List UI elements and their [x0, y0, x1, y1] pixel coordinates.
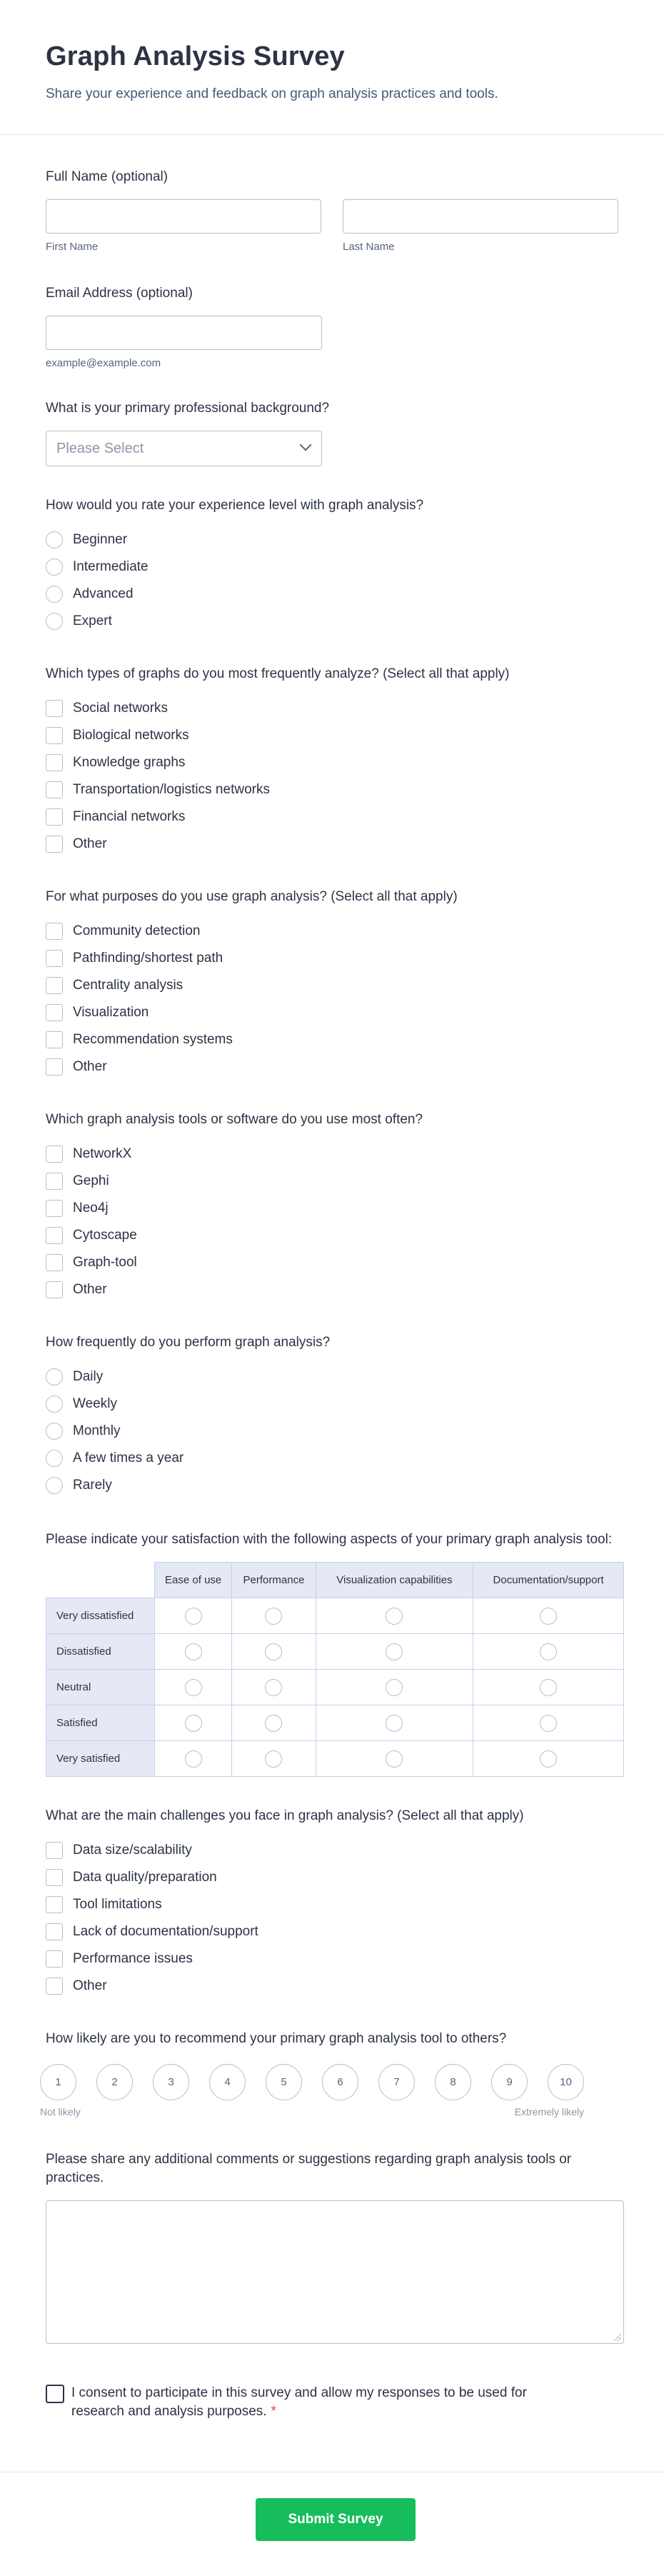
scale-option[interactable]: 7	[378, 2064, 415, 2100]
option-label: Biological networks	[73, 728, 189, 743]
option-label: Weekly	[73, 1396, 117, 1411]
option-label: NetworkX	[73, 1146, 132, 1161]
consent-checkbox[interactable]	[46, 2385, 64, 2403]
matrix-radio[interactable]	[185, 1679, 202, 1696]
scale-option[interactable]: 8	[435, 2064, 471, 2100]
matrix-radio[interactable]	[540, 1715, 557, 1732]
chevron-down-icon	[300, 439, 312, 451]
email-input[interactable]	[46, 316, 322, 350]
background-select[interactable]	[46, 431, 322, 466]
option-label: Recommendation systems	[73, 1032, 233, 1047]
matrix-radio[interactable]	[265, 1679, 282, 1696]
challenge-option[interactable]	[46, 1945, 618, 1973]
checkbox[interactable]	[46, 1842, 63, 1859]
recommend-question	[40, 2030, 618, 2118]
scale-labels	[40, 2106, 584, 2118]
recommend-label: How likely are you to recommend your primary graph analysis tool to others?	[46, 2031, 507, 2046]
experience-label: How would you rate your experience level with graph analysis?	[46, 498, 424, 513]
experience-question	[46, 496, 618, 635]
challenge-option[interactable]	[46, 1891, 618, 1918]
frequency-question	[46, 1333, 618, 1499]
checkbox[interactable]	[46, 1200, 63, 1217]
satisfaction-matrix	[46, 1562, 624, 1777]
matrix-radio[interactable]	[185, 1643, 202, 1660]
matrix-row-header: Dissatisfied	[46, 1634, 155, 1670]
radio-button[interactable]	[46, 558, 63, 576]
graph-type-option[interactable]	[46, 776, 618, 803]
submit-button[interactable]: Submit Survey	[256, 2498, 416, 2541]
option-label: A few times a year	[73, 1450, 184, 1465]
purpose-option[interactable]	[46, 945, 618, 972]
required-asterisk: *	[271, 2404, 276, 2419]
option-label: Monthly	[73, 1423, 121, 1438]
frequency-option[interactable]	[46, 1390, 618, 1418]
matrix-radio[interactable]	[185, 1715, 202, 1732]
background-select-placeholder: Please Select	[56, 441, 144, 456]
option-label: Gephi	[73, 1173, 109, 1188]
graph-type-option[interactable]	[46, 831, 618, 858]
frequency-option[interactable]	[46, 1445, 618, 1472]
first-name-sublabel: First Name	[46, 241, 99, 253]
checkbox[interactable]	[46, 1978, 63, 1995]
option-label: Daily	[73, 1369, 104, 1384]
radio-button[interactable]	[46, 1395, 63, 1413]
radio-button[interactable]	[46, 1477, 63, 1494]
radio-button[interactable]	[46, 1450, 63, 1467]
matrix-radio[interactable]	[540, 1679, 557, 1696]
graph-types-question	[46, 665, 618, 858]
matrix-radio[interactable]	[540, 1750, 557, 1768]
checkbox[interactable]	[46, 1869, 63, 1886]
option-label: Social networks	[73, 701, 168, 716]
background-label: What is your primary professional background?	[46, 401, 330, 416]
tool-option[interactable]	[46, 1222, 618, 1249]
challenge-option[interactable]	[46, 1973, 618, 2000]
option-label: Financial networks	[73, 809, 186, 824]
radio-button[interactable]	[46, 1368, 63, 1385]
checkbox[interactable]	[46, 700, 63, 717]
last-name-sublabel: Last Name	[343, 241, 395, 253]
checkbox[interactable]	[46, 781, 63, 798]
last-name-input[interactable]	[343, 199, 618, 234]
option-label: Performance issues	[73, 1951, 193, 1966]
purposes-question	[46, 888, 618, 1081]
matrix-row	[46, 1598, 624, 1634]
matrix-radio[interactable]	[265, 1715, 282, 1732]
full-name-label: Full Name (optional)	[46, 169, 168, 184]
tool-option[interactable]	[46, 1249, 618, 1276]
tool-option[interactable]	[46, 1195, 618, 1222]
radio-button[interactable]	[46, 613, 63, 630]
consent-row[interactable]	[46, 2384, 538, 2421]
option-label: Pathfinding/shortest path	[73, 951, 223, 966]
form-body	[0, 168, 664, 2421]
scale-option[interactable]: 10	[548, 2064, 584, 2100]
challenge-option[interactable]	[46, 1864, 618, 1891]
form-title: Graph Analysis Survey	[46, 41, 345, 71]
scale-high-label: Extremely likely	[514, 2106, 584, 2118]
graph-types-label: Which types of graphs do you most frequently analyze? (Select all that apply)	[46, 666, 510, 681]
matrix-radio[interactable]	[185, 1750, 202, 1768]
purpose-option[interactable]	[46, 1026, 618, 1053]
frequency-label: How frequently do you perform graph analysis?	[46, 1335, 331, 1350]
comments-label: Please share any additional comments or suggestions regarding graph analysis tools or practices.	[46, 2152, 572, 2185]
option-label: Other	[73, 1978, 107, 1993]
graph-type-option[interactable]	[46, 749, 618, 776]
consent-question	[46, 2384, 618, 2421]
matrix-row	[46, 1741, 624, 1777]
matrix-radio[interactable]	[386, 1608, 403, 1625]
matrix-corner	[46, 1563, 155, 1598]
frequency-option[interactable]	[46, 1363, 618, 1390]
recommend-scale	[40, 2064, 618, 2100]
matrix-radio[interactable]	[386, 1750, 403, 1768]
tool-option[interactable]	[46, 1141, 618, 1168]
checkbox[interactable]	[46, 754, 63, 771]
checkbox[interactable]	[46, 1281, 63, 1298]
consent-text-wrap	[71, 2384, 538, 2421]
checkbox[interactable]	[46, 1896, 63, 1913]
option-label: Transportation/logistics networks	[73, 782, 270, 797]
satisfaction-question	[46, 1530, 618, 1777]
radio-button[interactable]	[46, 586, 63, 603]
option-label: Advanced	[73, 586, 134, 601]
matrix-radio[interactable]	[540, 1643, 557, 1660]
checkbox[interactable]	[46, 1004, 63, 1021]
matrix-row-header: Very satisfied	[46, 1741, 155, 1777]
satisfaction-label: Please indicate your satisfaction with the following aspects of your primary graph analysis tool:	[46, 1532, 613, 1547]
matrix-column-header: Ease of use	[155, 1563, 232, 1598]
experience-option[interactable]	[46, 526, 618, 553]
option-label: Cytoscape	[73, 1228, 137, 1243]
option-label: Lack of documentation/support	[73, 1924, 258, 1939]
option-label: Neo4j	[73, 1201, 109, 1216]
matrix-radio[interactable]	[386, 1679, 403, 1696]
scale-option[interactable]: 6	[322, 2064, 358, 2100]
purposes-label: For what purposes do you use graph analysis? (Select all that apply)	[46, 889, 458, 904]
option-label: Data size/scalability	[73, 1843, 192, 1858]
tools-label: Which graph analysis tools or software do you use most often?	[46, 1112, 423, 1127]
challenge-option[interactable]	[46, 1918, 618, 1945]
matrix-column-header: Documentation/support	[473, 1563, 624, 1598]
scale-option[interactable]: 1	[40, 2064, 76, 2100]
matrix-row	[46, 1634, 624, 1670]
email-sublabel: example@example.com	[46, 357, 161, 369]
graph-type-option[interactable]	[46, 722, 618, 749]
checkbox[interactable]	[46, 1058, 63, 1076]
checkbox[interactable]	[46, 1254, 63, 1271]
experience-options	[46, 526, 618, 635]
comments-question	[46, 2150, 618, 2344]
matrix-row-header: Neutral	[46, 1670, 155, 1705]
checkbox[interactable]	[46, 923, 63, 940]
form-header	[0, 0, 664, 135]
option-label: Other	[73, 1282, 107, 1297]
option-label: Visualization	[73, 1005, 149, 1020]
form-subtitle: Share your experience and feedback on graph analysis practices and tools.	[46, 86, 498, 101]
option-label: Rarely	[73, 1478, 112, 1493]
checkbox[interactable]	[46, 1227, 63, 1244]
email-label: Email Address (optional)	[46, 286, 193, 301]
purpose-option[interactable]	[46, 999, 618, 1026]
matrix-radio[interactable]	[386, 1643, 403, 1660]
consent-text: I consent to participate in this survey and allow my responses to be used for research and analysis purposes.	[71, 2385, 527, 2419]
option-label: Data quality/preparation	[73, 1870, 217, 1885]
checkbox[interactable]	[46, 836, 63, 853]
scale-option[interactable]: 2	[96, 2064, 133, 2100]
option-label: Intermediate	[73, 559, 149, 574]
matrix-row	[46, 1705, 624, 1741]
background-question	[46, 399, 618, 466]
checkbox[interactable]	[46, 1031, 63, 1048]
experience-option[interactable]	[46, 581, 618, 608]
challenges-label: What are the main challenges you face in graph analysis? (Select all that apply)	[46, 1808, 524, 1823]
option-label: Other	[73, 1059, 107, 1074]
radio-button[interactable]	[46, 531, 63, 548]
email-question	[46, 284, 618, 369]
option-label: Knowledge graphs	[73, 755, 186, 770]
scale-option[interactable]: 5	[266, 2064, 302, 2100]
purpose-option[interactable]	[46, 1053, 618, 1081]
matrix-radio[interactable]	[265, 1643, 282, 1660]
checkbox[interactable]	[46, 950, 63, 967]
option-label: Expert	[73, 613, 112, 628]
tool-option[interactable]	[46, 1168, 618, 1195]
matrix-radio[interactable]	[540, 1608, 557, 1625]
option-label: Graph-tool	[73, 1255, 137, 1270]
purpose-option[interactable]	[46, 918, 618, 945]
checkbox[interactable]	[46, 727, 63, 744]
matrix-column-header: Performance	[232, 1563, 316, 1598]
graph-type-option[interactable]	[46, 803, 618, 831]
matrix-row-header: Satisfied	[46, 1705, 155, 1741]
checkbox[interactable]	[46, 1923, 63, 1940]
comments-textarea[interactable]	[46, 2200, 624, 2344]
matrix-radio[interactable]	[265, 1750, 282, 1768]
checkbox[interactable]	[46, 808, 63, 826]
matrix-radio[interactable]	[185, 1608, 202, 1625]
option-label: Tool limitations	[73, 1897, 162, 1912]
experience-option[interactable]	[46, 553, 618, 581]
matrix-row	[46, 1670, 624, 1705]
frequency-option[interactable]	[46, 1418, 618, 1445]
full-name-question	[46, 168, 618, 253]
challenge-option[interactable]	[46, 1837, 618, 1864]
scale-option[interactable]: 4	[209, 2064, 246, 2100]
matrix-column-header: Visualization capabilities	[316, 1563, 473, 1598]
matrix-radio[interactable]	[386, 1715, 403, 1732]
challenges-question	[46, 1807, 618, 2000]
graph-type-option[interactable]	[46, 695, 618, 722]
form-footer	[0, 2472, 664, 2576]
radio-button[interactable]	[46, 1423, 63, 1440]
checkbox[interactable]	[46, 1950, 63, 1968]
option-label: Community detection	[73, 923, 201, 938]
experience-option[interactable]	[46, 608, 618, 635]
matrix-radio[interactable]	[265, 1608, 282, 1625]
first-name-input[interactable]	[46, 199, 321, 234]
matrix-row-header: Very dissatisfied	[46, 1598, 155, 1634]
option-label: Centrality analysis	[73, 978, 183, 993]
scale-option[interactable]: 9	[491, 2064, 528, 2100]
tool-option[interactable]	[46, 1276, 618, 1303]
checkbox[interactable]	[46, 977, 63, 994]
option-label: Other	[73, 836, 107, 851]
scale-low-label: Not likely	[40, 2106, 81, 2118]
frequency-option[interactable]	[46, 1472, 618, 1499]
purpose-option[interactable]	[46, 972, 618, 999]
scale-option[interactable]: 3	[153, 2064, 189, 2100]
checkbox[interactable]	[46, 1173, 63, 1190]
resize-grip-icon[interactable]	[614, 2334, 621, 2341]
option-label: Beginner	[73, 532, 128, 547]
checkbox[interactable]	[46, 1146, 63, 1163]
tools-question	[46, 1111, 618, 1303]
